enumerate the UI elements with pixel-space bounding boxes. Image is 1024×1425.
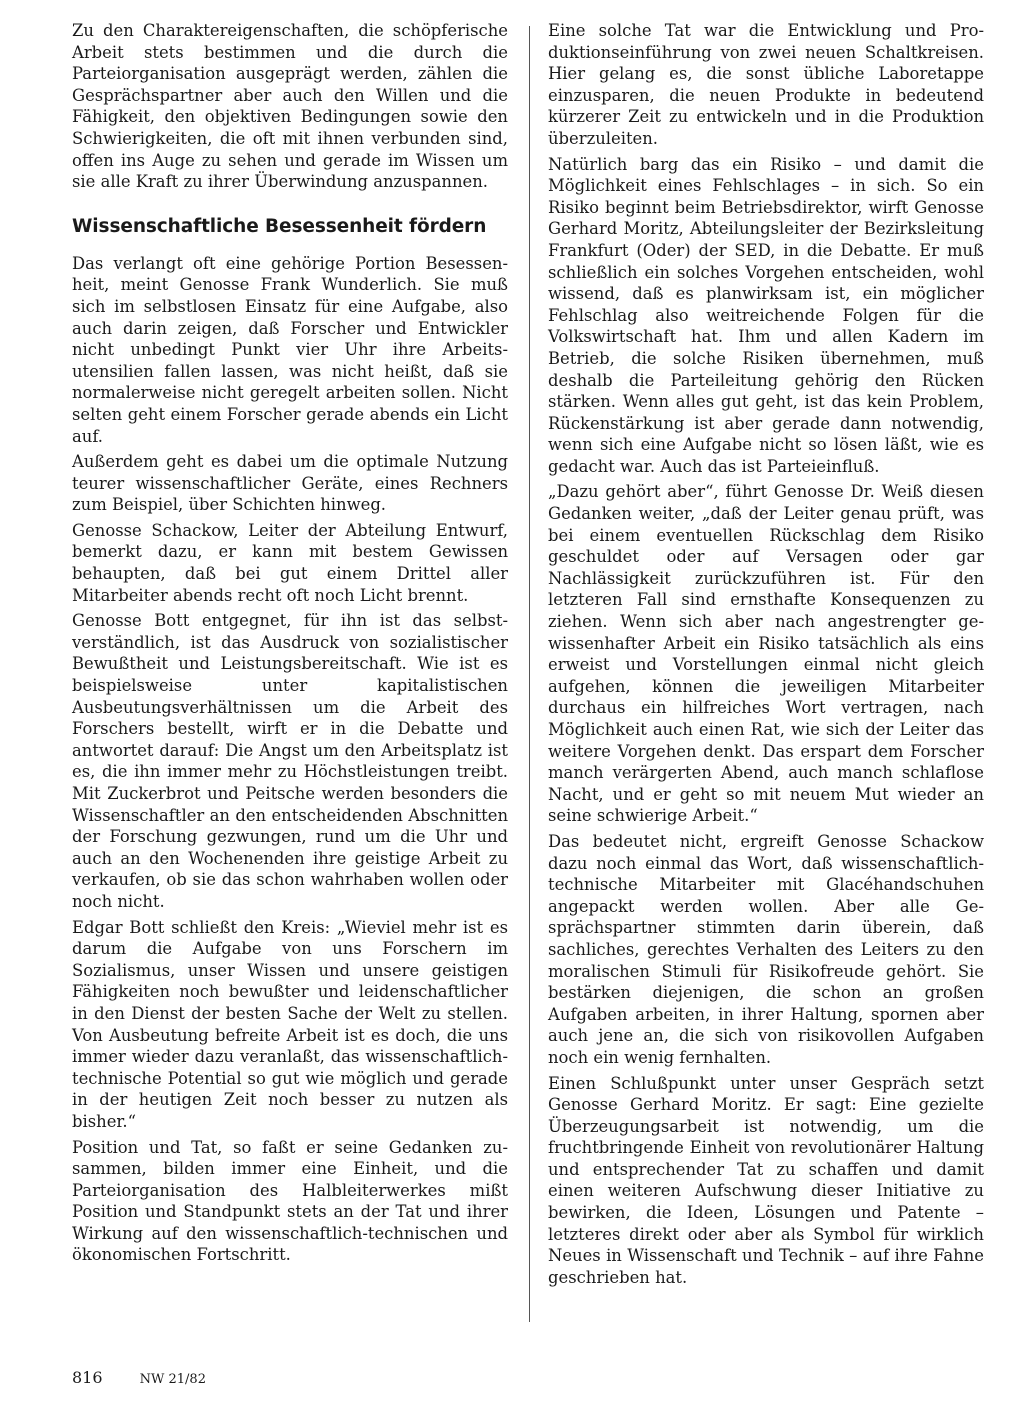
paragraph: Natürlich barg das ein Risiko – und damit die Möglichkeit eines Fehlschlages – in sich. So ein Risiko beginnt beim Betriebsdirektor, wirft Genosse Gerhard Moritz, Abteilungsleiter der Bezirksleitung Frankfurt (Oder) der SED, in die Debatte. Er muß schließlich ein solches Vorgehen entscheiden, wohl wissend, daß es planwirksam ist, ein möglicher Fehlschlag also weitreichende Folgen für die Volkswirtschaft hat. Ihm und allen Kadern im Betrieb, die solche Risiken übernehmen, muß deshalb die Parteileitung gehörig den Rücken stärken. Wenn alles gut geht, ist das kein Problem, Rückenstärkung ist aber gerade dann notwendig, wenn sich eine Aufgabe nicht so lösen läßt, wie es gedacht war. Auch das ist Parteieinfluß. (548, 154, 984, 476)
paragraph: Einen Schlußpunkt unter unser Gespräch setzt Genosse Gerhard Moritz. Er sagt: Eine gezielte Überzeugungsarbeit ist notwendig, um die fruchtbringende Einheit von revolutionärer Haltung und entsprechender Tat zu schaffen und damit einen weiteren Aufschwung dieser Initiative zu bewirken, die Ideen, Lösungen und Patente – letzteres direkt oder aber als Symbol für wirklich Neues in Wissenschaft und Technik – auf ihre Fahne geschrieben hat. (548, 1073, 984, 1287)
right-column (548, 20, 984, 1292)
paragraph: Genosse Bott entgegnet, für ihn ist das selbstverständlich, ist das Ausdruck von sozialistischer Bewußtheit und Leistungsbereitschaft. Wie ist es beispielsweise unter kapitalistischen Ausbeutungsverhältnissen um die Arbeit des Forschers bestellt, wirft er in die Debatte und antwortet darauf: Die Angst um den Arbeitsplatz ist es, die ihn immer mehr zu Höchstleistungen treibt. Mit Zuckerbrot und Peitsche werden besonders die Wissenschaftler an den entscheidenden Abschnitten der Forschung gezwungen, rund um die Uhr und auch an den Wochenenden ihre geistige Arbeit zu verkaufen, ob sie das schon wahrhaben wollen oder noch nicht. (72, 611, 508, 911)
column-divider (529, 26, 530, 1322)
page-number: 816 (72, 1368, 103, 1387)
paragraph: Das bedeutet nicht, ergreift Genosse Schackow dazu noch einmal das Wort, daß wissenschaftlich-technische Mitarbeiter mit Glacéhandschuhen angepackt werden wollen. Aber alle Gesprächspartner stimmten darin überein, daß sachliches, gerechtes Verhalten des Leiters zu den moralischen Stimuli für Risikofreude gehört. Sie bestärken diejenigen, die schon an großen Aufgaben arbeiten, in ihrer Haltung, spornen aber auch jene an, die sich von risikovollen Aufgaben noch ein wenig fernhalten. (548, 831, 984, 1067)
page-footer (72, 1368, 206, 1387)
section-heading: Wissenschaftliche Besessenheit fördern (72, 215, 487, 237)
paragraph: „Dazu gehört aber“, führt Genosse Dr. Weiß diesen Gedanken weiter, „daß der Leiter genau prüft, was bei einem eventuellen Rückschlag dem Risiko geschuldet oder auf Versagen oder gar Nachlässigkeit zurückzuführen ist. Für den letzteren Fall sind ernsthafte Konsequenzen zu ziehen. Wenn sich aber nach angestrengter gewissenhafter Arbeit ein Risiko tatsächlich als eins erweist und Vorstellungen einmal nicht gleich aufgehen, können die jeweiligen Mitarbeiter durchaus ein hilfreiches Wort vertragen, nach Möglichkeit auch einen Rat, wie sich der Leiter das weitere Vorgehen denkt. Das erspart dem Forscher manch verärgerten Abend, auch manch schlaflose Nacht, und er geht so mit neuem Mut wieder an seine schwierige Arbeit.“ (548, 482, 984, 826)
paragraph: Eine solche Tat war die Entwicklung und Produktionseinführung von zwei neuen Schaltkreisen. Hier gelang es, die sonst übliche Laboretappe einzusparen, die neuen Produkte in bedeutend kürzerer Zeit zu entwickeln und in die Produktion überzuleiten. (548, 21, 984, 148)
paragraph: Außerdem geht es dabei um die optimale Nutzung teurer wissenschaftlicher Geräte, eines Rechners zum Beispiel, über Schichten hinweg. (72, 452, 508, 515)
paragraph: Edgar Bott schließt den Kreis: „Wieviel mehr ist es darum die Aufgabe von uns Forschern im Sozialismus, unser Wissen und unsere geistigen Fähigkeiten noch bewußter und leidenschaftlicher in den Dienst der besten Sache der Welt zu stellen. Von Ausbeutung befreite Arbeit ist es doch, die uns immer wieder dazu veranlaßt, das wissenschaftlich-technische Potential so gut wie möglich und gerade in der heutigen Zeit noch besser zu nutzen als bisher.“ (72, 917, 508, 1131)
left-column (72, 20, 508, 1270)
paragraph: Zu den Charaktereigenschaften, die schöpferische Arbeit stets bestimmen und die durch die Parteiorganisation ausgeprägt werden, zählen die Gesprächspartner aber auch den Willen und die Fähigkeit, den objektiven Bedingungen sowie den Schwierigkeiten, die oft mit ihnen verbunden sind, offen ins Auge zu sehen und gerade im Wissen um sie alle Kraft zu ihrer Überwindung anzuspannen. (72, 21, 508, 192)
paragraph: Das verlangt oft eine gehörige Portion Besessenheit, meint Genosse Frank Wunderlich. Sie muß sich im selbstlosen Einsatz für eine Aufgabe, also auch darin zeigen, daß Forscher und Entwickler nicht unbedingt Punkt vier Uhr ihre Arbeitsutensilien fallen lassen, was nicht heißt, daß sie normalerweise nicht geregelt arbeiten sollen. Nicht selten geht einem Forscher gerade abends ein Licht auf. (72, 253, 508, 446)
paragraph: Genosse Schackow, Leiter der Abteilung Entwurf, bemerkt dazu, er kann mit bestem Gewissen behaupten, daß bei gut einem Drittel aller Mitarbeiter abends recht oft noch Licht brennt. (72, 520, 508, 605)
paragraph: Position und Tat, so faßt er seine Gedanken zusammen, bilden immer eine Einheit, und die Parteiorganisation des Halbleiterwerkes mißt Position und Standpunkt stets an der Tat und ihrer Wirkung auf den wissenschaftlich-technischen und ökonomischen Fortschritt. (72, 1137, 508, 1265)
issue-label: NW 21/82 (139, 1372, 206, 1387)
